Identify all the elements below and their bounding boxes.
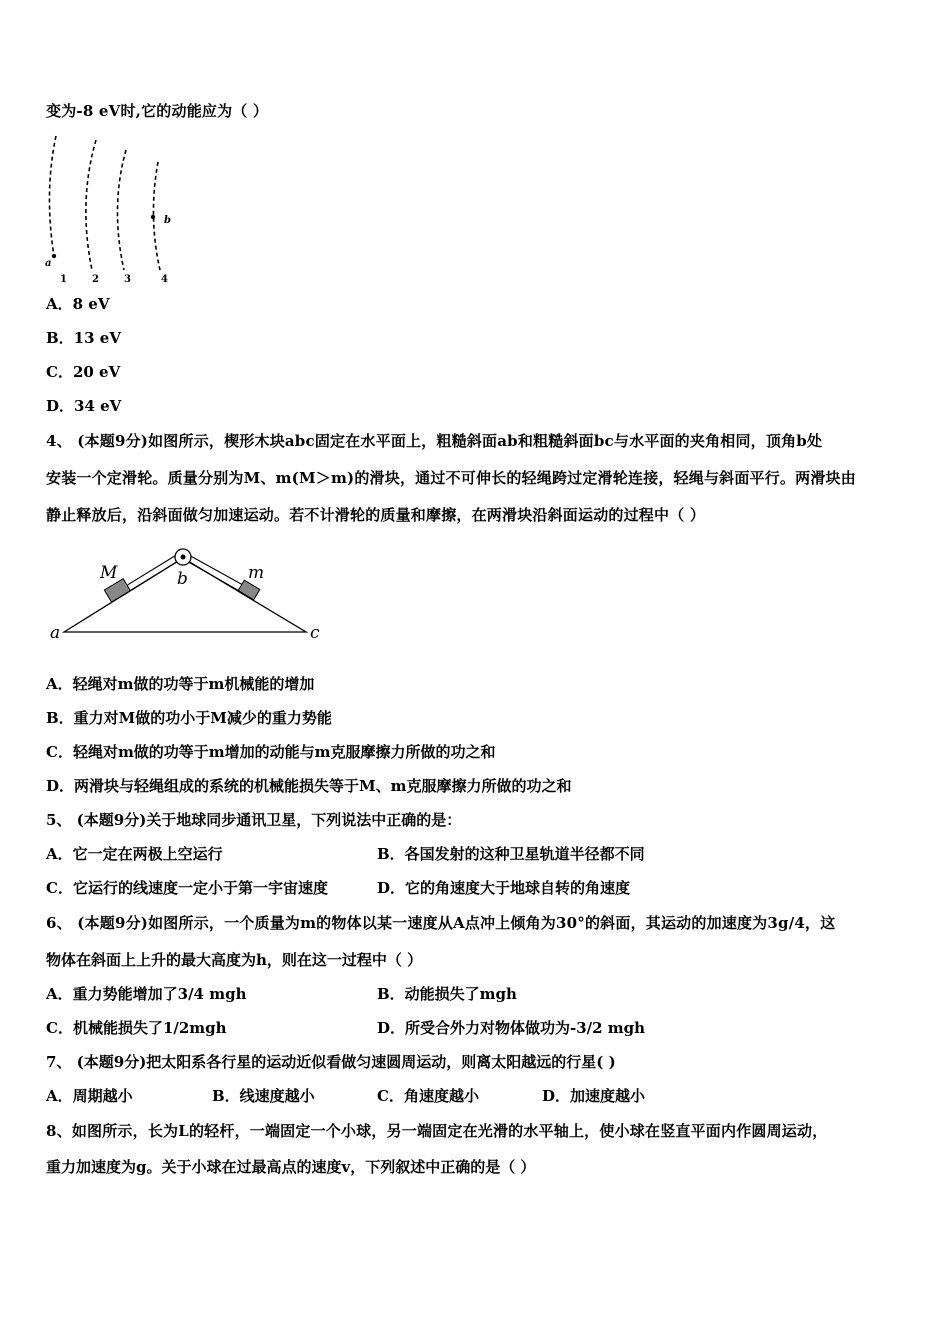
block-m <box>238 580 260 600</box>
q7-option-d: D．加速度越小 <box>542 1087 646 1105</box>
equipotential-line-3 <box>117 150 126 270</box>
line-label-2: 2 <box>92 274 99 285</box>
q5-stem: 5、 (本题9分)关于地球同步通讯卫星，下列说法中正确的是： <box>46 811 462 829</box>
line-label-1: 1 <box>60 274 67 285</box>
label-b: b <box>177 569 188 589</box>
q4-option-c: C．轻绳对m做的功等于m增加的动能与m克服摩擦力所做的功之和 <box>46 743 496 761</box>
q5-option-b: B．各国发射的这种卫星轨道半径都不同 <box>377 845 645 863</box>
q8-stem-line-2: 重力加速度为g。关于小球在过最高点的速度v，下列叙述中正确的是（ ） <box>46 1158 536 1176</box>
q5-option-d: D．它的角速度大于地球自转的角速度 <box>377 879 631 897</box>
equipotential-figure <box>40 132 190 287</box>
line-label-4: 4 <box>161 274 168 285</box>
q4-option-b: B．重力对M做的功小于M减少的重力势能 <box>46 709 332 727</box>
q4-option-a: A．轻绳对m做的功等于m机械能的增加 <box>46 675 315 693</box>
point-a-dot <box>52 254 56 258</box>
label-c: c <box>310 623 320 643</box>
q4-stem-line-3: 静止释放后，沿斜面做匀加速运动。若不计滑轮的质量和摩擦，在两滑块沿斜面运动的过程中（ ） <box>46 506 706 524</box>
q3-stem-tail: 变为-8 eV时,它的动能应为（ ） <box>46 102 269 120</box>
q4-stem-line-1: 4、 (本题9分)如图所示，楔形木块abc固定在水平面上，粗糙斜面ab和粗糙斜面bc与水平面的夹角相同，顶角b处 <box>46 432 823 450</box>
q7-option-a: A．周期越小 <box>46 1087 133 1105</box>
q7-stem: 7、 (本题9分)把太阳系各行星的运动近似看做匀速圆周运动，则离太阳越远的行星( ) <box>46 1053 616 1071</box>
point-b-label: b <box>164 215 171 226</box>
q5-option-a: A．它一定在两极上空运行 <box>46 845 223 863</box>
q8-stem-line-1: 8、如图所示，长为L的轻杆，一端固定一个小球，另一端固定在光滑的水平轴上，使小球在竖直平面内作圆周运动， <box>46 1122 828 1140</box>
equipotential-line-2 <box>86 140 96 270</box>
q4-option-d: D．两滑块与轻绳组成的系统的机械能损失等于M、m克服摩擦力所做的功之和 <box>46 777 572 795</box>
pulley-axle <box>181 555 186 560</box>
q7-option-c: C．角速度越小 <box>377 1087 479 1105</box>
q6-option-a: A．重力势能增加了3/4 mgh <box>46 985 247 1003</box>
q6-option-b: B．动能损失了mgh <box>377 985 517 1003</box>
q5-option-c: C．它运行的线速度一定小于第一宇宙速度 <box>46 879 328 897</box>
q6-option-d: D．所受合外力对物体做功为-3/2 mgh <box>377 1019 646 1037</box>
q4-stem-line-2: 安装一个定滑轮。质量分别为M、m(M＞m)的滑块，通过不可伸长的轻绳跨过定滑轮连接，轻绳与斜面平行。两滑块由 <box>46 469 856 487</box>
equipotential-line-1 <box>49 136 56 256</box>
q7-option-b: B．线速度越小 <box>212 1087 315 1105</box>
point-a-label: a <box>45 258 52 269</box>
line-label-3: 3 <box>124 274 131 285</box>
q6-stem-line-2: 物体在斜面上上升的最大高度为h，则在这一过程中（ ） <box>46 951 423 969</box>
q3-option-a: A．8 eV <box>46 295 110 313</box>
wedge-pulley-figure <box>44 540 334 650</box>
point-b-dot <box>151 215 155 219</box>
label-M: M <box>100 563 118 583</box>
q6-stem-line-1: 6、 (本题9分)如图所示，一个质量为m的物体以某一速度从A点冲上倾角为30°的斜面，其运动的加速度为3g/4，这 <box>46 914 836 932</box>
label-a: a <box>50 623 61 643</box>
q6-option-c: C．机械能损失了1/2mgh <box>46 1019 227 1037</box>
q3-option-c: C．20 eV <box>46 363 121 381</box>
q3-option-d: D．34 eV <box>46 397 122 415</box>
q3-option-b: B．13 eV <box>46 329 121 347</box>
label-m: m <box>248 563 265 583</box>
